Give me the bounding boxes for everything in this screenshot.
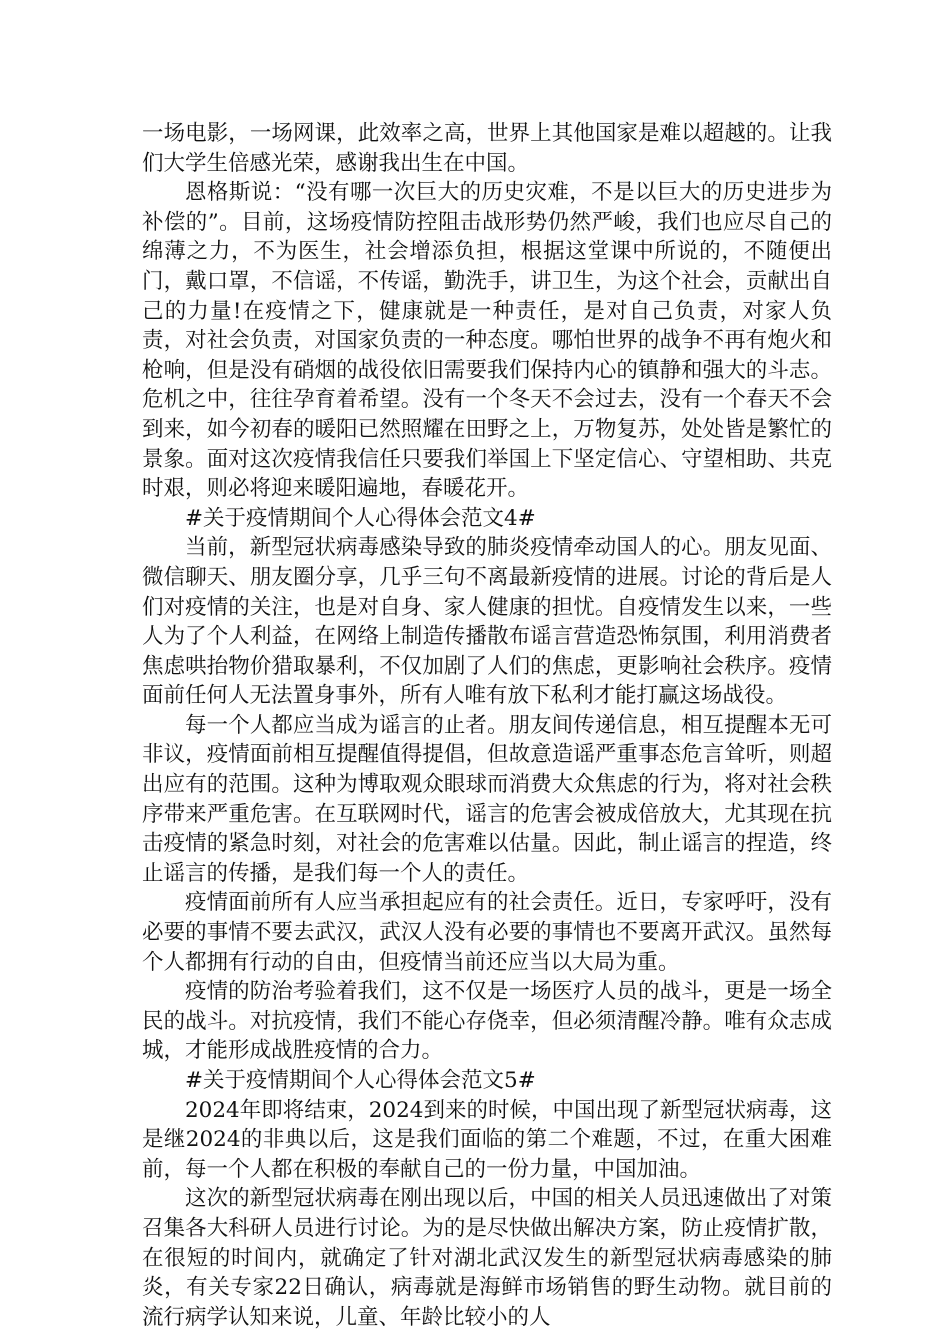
paragraph: 当前，新型冠状病毒感染导致的肺炎疫情牵动国人的心。朋友见面、微信聊天、朋友圈分享，几乎三句不离最新疫情的进展。讨论的背后是人们对疫情的关注，也是对自身、家人健康的担忧。自疫情发生以来，一些人为了个人利益，在网络上制造传播散布谣言营造恐怖氛围，利用消费者焦虑哄抬物价猎取暴利，不仅加剧了人们的焦虑，更影响社会秩序。疫情面前任何人无法置身事外，所有人唯有放下私利才能打赢这场战役。: [142, 535, 832, 709]
paragraph: 2024年即将结束，2024到来的时候，中国出现了新型冠状病毒，这是继2024的非典以后，这是我们面临的第二个难题，不过，在重大困难前，每一个人都在积极的奉献自己的一份力量，中国加油。: [142, 1097, 832, 1182]
paragraph: 恩格斯说：“没有哪一次巨大的历史灾难，不是以巨大的历史进步为补偿的”。目前，这场疫情防控阻击战形势仍然严峻，我们也应尽自己的绵薄之力，不为医生，社会增添负担，根据这堂课中所说的，不随便出门，戴口罩，不信谣，不传谣，勤洗手，讲卫生，为这个社会，贡献出自己的力量!在疫情之下，健康就是一种责任，是对自己负责，对家人负责，对社会负责，对国家负责的一种态度。哪怕世界的战争不再有炮火和枪响，但是没有硝烟的战役依旧需要我们保持内心的镇静和强大的斗志。危机之中，往往孕育着希望。没有一个冬天不会过去，没有一个春天不会到来，如今初春的暖阳已然照耀在田野之上，万物复苏，处处皆是繁忙的景象。面对这次疫情我信任只要我们举国上下坚定信心、守望相助、共克时艰，则必将迎来暖阳遍地，春暖花开。: [142, 180, 832, 502]
paragraph: 这次的新型冠状病毒在刚出现以后，中国的相关人员迅速做出了对策召集各大科研人员进行讨论。为的是尽快做出解决方案，防止疫情扩散，在很短的时间内，就确定了针对湖北武汉发生的新型冠状病毒感染的肺炎，有关专家22日确认，病毒就是海鲜市场销售的野生动物。就目前的流行病学认知来说，儿童、年龄比较小的人: [142, 1186, 832, 1330]
paragraph: 一场电影，一场网课，此效率之高，世界上其他国家是难以超越的。让我们大学生倍感光荣，感谢我出生在中国。: [142, 121, 832, 176]
paragraph: 每一个人都应当成为谣言的止者。朋友间传递信息，相互提醒本无可非议，疫情面前相互提醒值得提倡，但故意造谣严重事态危言耸听，则超出应有的范围。这种为博取观众眼球而消费大众焦虑的行为，将对社会秩序带来严重危害。在互联网时代，谣言的危害会被成倍放大，尤其现在抗击疫情的紧急时刻，对社会的危害难以估量。因此，制止谣言的捏造，终止谣言的传播，是我们每一个人的责任。: [142, 712, 832, 886]
paragraph: 疫情的防治考验着我们，这不仅是一场医疗人员的战斗，更是一场全民的战斗。对抗疫情，我们不能心存侥幸，但必须清醒冷静。唯有众志成城，才能形成战胜疫情的合力。: [142, 979, 832, 1064]
section-heading: #关于疫情期间个人心得体会范文4#: [185, 505, 536, 531]
document-body: [142, 119, 832, 1332]
section-heading: #关于疫情期间个人心得体会范文5#: [185, 1068, 536, 1093]
paragraph: 疫情面前所有人应当承担起应有的社会责任。近日，专家呼吁，没有必要的事情不要去武汉，武汉人没有必要的事情也不要离开武汉。虽然每个人都拥有行动的自由，但疫情当前还应当以大局为重。: [142, 890, 832, 975]
